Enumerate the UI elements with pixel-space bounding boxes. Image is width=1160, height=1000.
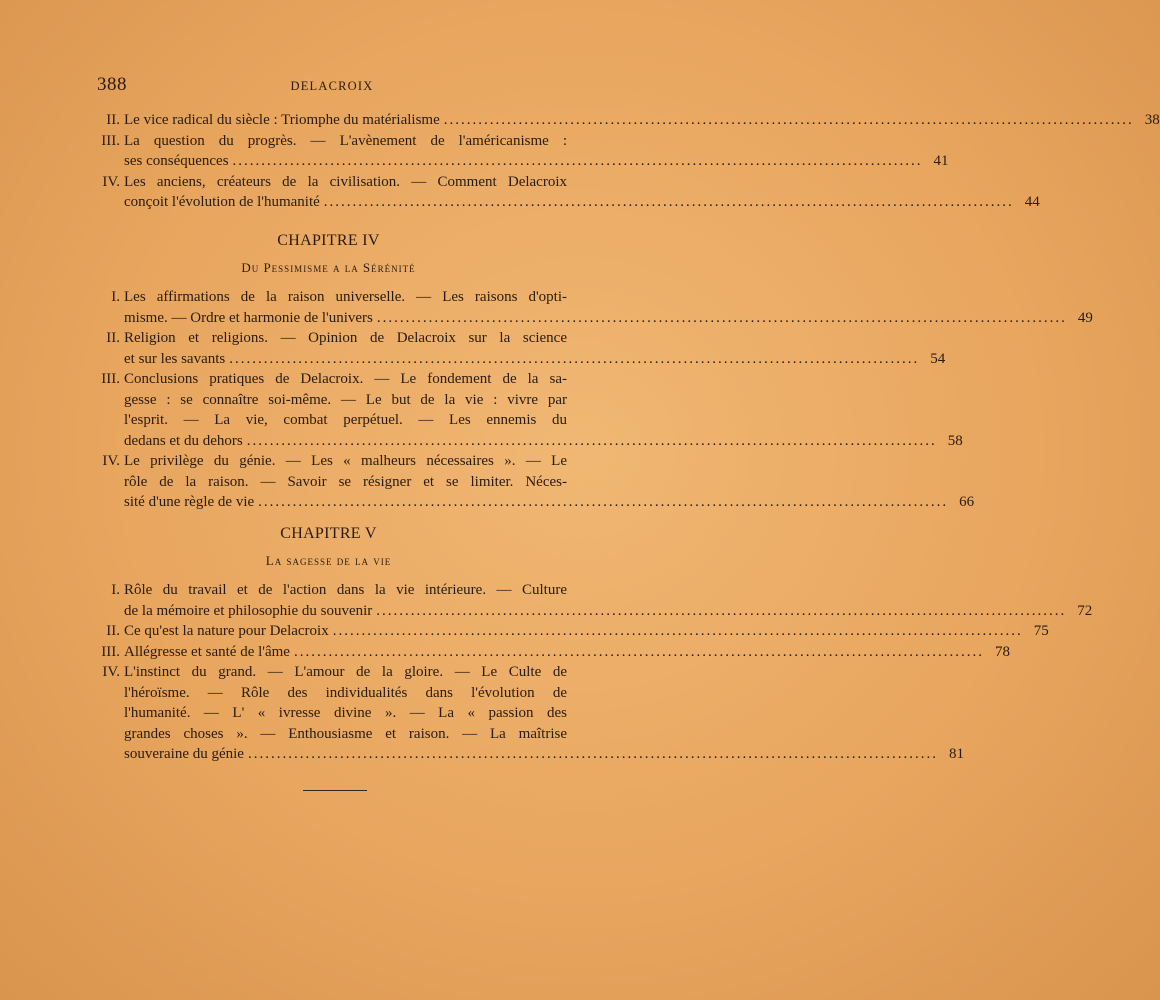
- toc-entry: [90, 110, 1160, 131]
- dot-leader: ........................................................................................................................: [443, 112, 1134, 128]
- toc-entry: [90, 642, 1010, 663]
- dot-leader: ........................................................................................................................: [293, 643, 984, 660]
- entry-page-number: 78: [994, 643, 1010, 660]
- dot-leader: ........................................................................................................................: [258, 494, 949, 510]
- entry-line: Les affirmations de la raison universelle. — Les raisons d'opti-: [124, 289, 567, 305]
- entry-page-number: 72: [1077, 602, 1093, 619]
- entry-page-number: 66: [959, 494, 975, 510]
- entry-page-number: 49: [1077, 309, 1093, 326]
- entry-text: de la mémoire et philosophie du souvenir: [124, 602, 373, 619]
- entry-text: Allégresse et santé de l'âme: [124, 643, 290, 660]
- entry-page-number: 41: [933, 153, 949, 169]
- entry-text: dedans et du dehors: [124, 432, 243, 449]
- entry-page-number: 44: [1024, 194, 1040, 210]
- entry-number: II.: [106, 112, 120, 128]
- toc-entry: [90, 287, 1093, 328]
- entry-line: Conclusions pratiques de Delacroix. — Le fondement de la sa-: [124, 371, 567, 387]
- toc-section-chapter-4: [90, 287, 1093, 513]
- entry-line: [124, 110, 1160, 131]
- entry-page-number: 81: [948, 746, 964, 762]
- entry-line: rôle de la raison. — Savoir se résigner et se limiter. Néces-: [124, 473, 567, 490]
- entry-line: La question du progrès. — L'avènement de l'américanisme :: [124, 132, 567, 149]
- entry-text: sité d'une règle de vie: [124, 494, 255, 510]
- entry-number: IV.: [102, 173, 120, 190]
- entry-number: I.: [111, 582, 120, 598]
- entry-number: II.: [106, 623, 120, 639]
- entry-line: Rôle du travail et de l'action dans la vie intérieure. — Culture: [124, 582, 567, 598]
- entry-line: Le privilège du génie. — Les « malheurs nécessaires ». — Le: [124, 453, 567, 469]
- toc-entry: [90, 369, 963, 451]
- entry-number: III.: [101, 132, 120, 149]
- entry-number: II.: [106, 330, 120, 346]
- toc-entry: [90, 172, 1040, 213]
- dot-leader: ........................................................................................................................: [232, 153, 923, 169]
- entry-line: [124, 744, 964, 765]
- toc-entry: [90, 328, 946, 369]
- entry-page-number: 75: [1033, 623, 1049, 639]
- entry-line: Les anciens, créateurs de la civilisation. — Comment Delacroix: [124, 173, 567, 190]
- toc-entry: [90, 662, 964, 765]
- entry-line: [124, 192, 1040, 213]
- entry-line: [124, 621, 1049, 642]
- toc-entry: [90, 451, 975, 513]
- dot-leader: ........................................................................................................................: [332, 623, 1023, 639]
- entry-line: [124, 349, 946, 370]
- toc-entry: [90, 621, 1049, 642]
- toc-section-chapter-5: [90, 580, 1093, 765]
- entry-line: [124, 431, 963, 452]
- entry-number: III.: [101, 371, 120, 387]
- entry-line: [124, 642, 1010, 663]
- dot-leader: ........................................................................................................................: [376, 602, 1067, 619]
- entry-text: ses conséquences: [124, 153, 229, 169]
- running-title: DELACROIX: [290, 79, 374, 93]
- entry-number: IV.: [102, 453, 120, 469]
- page-number: 388: [97, 74, 127, 95]
- toc-entry: [90, 580, 1093, 621]
- entry-page-number: 58: [947, 432, 963, 449]
- entry-line: grandes choses ». — Enthousiasme et raison. — La maîtrise: [124, 725, 567, 742]
- chapter-4-heading: [90, 232, 567, 276]
- entry-line: [124, 151, 949, 172]
- entry-number: IV.: [102, 664, 120, 680]
- chapter-subtitle: La sagesse de la vie: [265, 553, 392, 568]
- entry-line: [124, 308, 1093, 329]
- entry-line: [124, 601, 1093, 622]
- dot-leader: ........................................................................................................................: [323, 194, 1014, 210]
- entry-number: III.: [101, 643, 120, 660]
- chapter-subtitle: Du Pessimisme a la Sérénité: [241, 260, 416, 275]
- toc-entry: [90, 131, 949, 172]
- entry-text: et sur les savants: [124, 350, 226, 367]
- page-header: [97, 74, 567, 98]
- entry-line: l'esprit. — La vie, combat perpétuel. — Les ennemis du: [124, 412, 567, 428]
- entry-line: Religion et religions. — Opinion de Delacroix sur la science: [124, 330, 567, 346]
- entry-page-number: 38: [1144, 112, 1160, 128]
- dot-leader: ........................................................................................................................: [247, 746, 938, 762]
- entry-line: l'humanité. — L' « ivresse divine ». — La « passion des: [124, 705, 567, 721]
- entry-text: conçoit l'évolution de l'humanité: [124, 194, 320, 210]
- entry-line: gesse : se connaître soi-même. — Le but de la vie : vivre par: [124, 391, 567, 408]
- dot-leader: ........................................................................................................................: [246, 432, 937, 449]
- entry-line: [124, 492, 975, 513]
- dot-leader: ........................................................................................................................: [376, 309, 1067, 326]
- entry-text: Ce qu'est la nature pour Delacroix: [124, 623, 329, 639]
- chapter-5-heading: [90, 525, 567, 569]
- chapter-title: CHAPITRE IV: [277, 232, 380, 249]
- entry-line: l'héroïsme. — Rôle des individualités dans l'évolution de: [124, 684, 567, 701]
- chapter-title: CHAPITRE V: [280, 525, 377, 542]
- dot-leader: ........................................................................................................................: [229, 350, 920, 367]
- entry-page-number: 54: [930, 350, 946, 367]
- entry-text: misme. — Ordre et harmonie de l'univers: [124, 309, 373, 326]
- entry-text: Le vice radical du siècle : Triomphe du matérialisme: [124, 112, 440, 128]
- entry-number: I.: [111, 289, 120, 305]
- entry-text: souveraine du génie: [124, 746, 244, 762]
- toc-section-continued: [90, 110, 1160, 213]
- entry-line: L'instinct du grand. — L'amour de la gloire. — Le Culte de: [124, 664, 567, 680]
- end-rule: [303, 790, 367, 791]
